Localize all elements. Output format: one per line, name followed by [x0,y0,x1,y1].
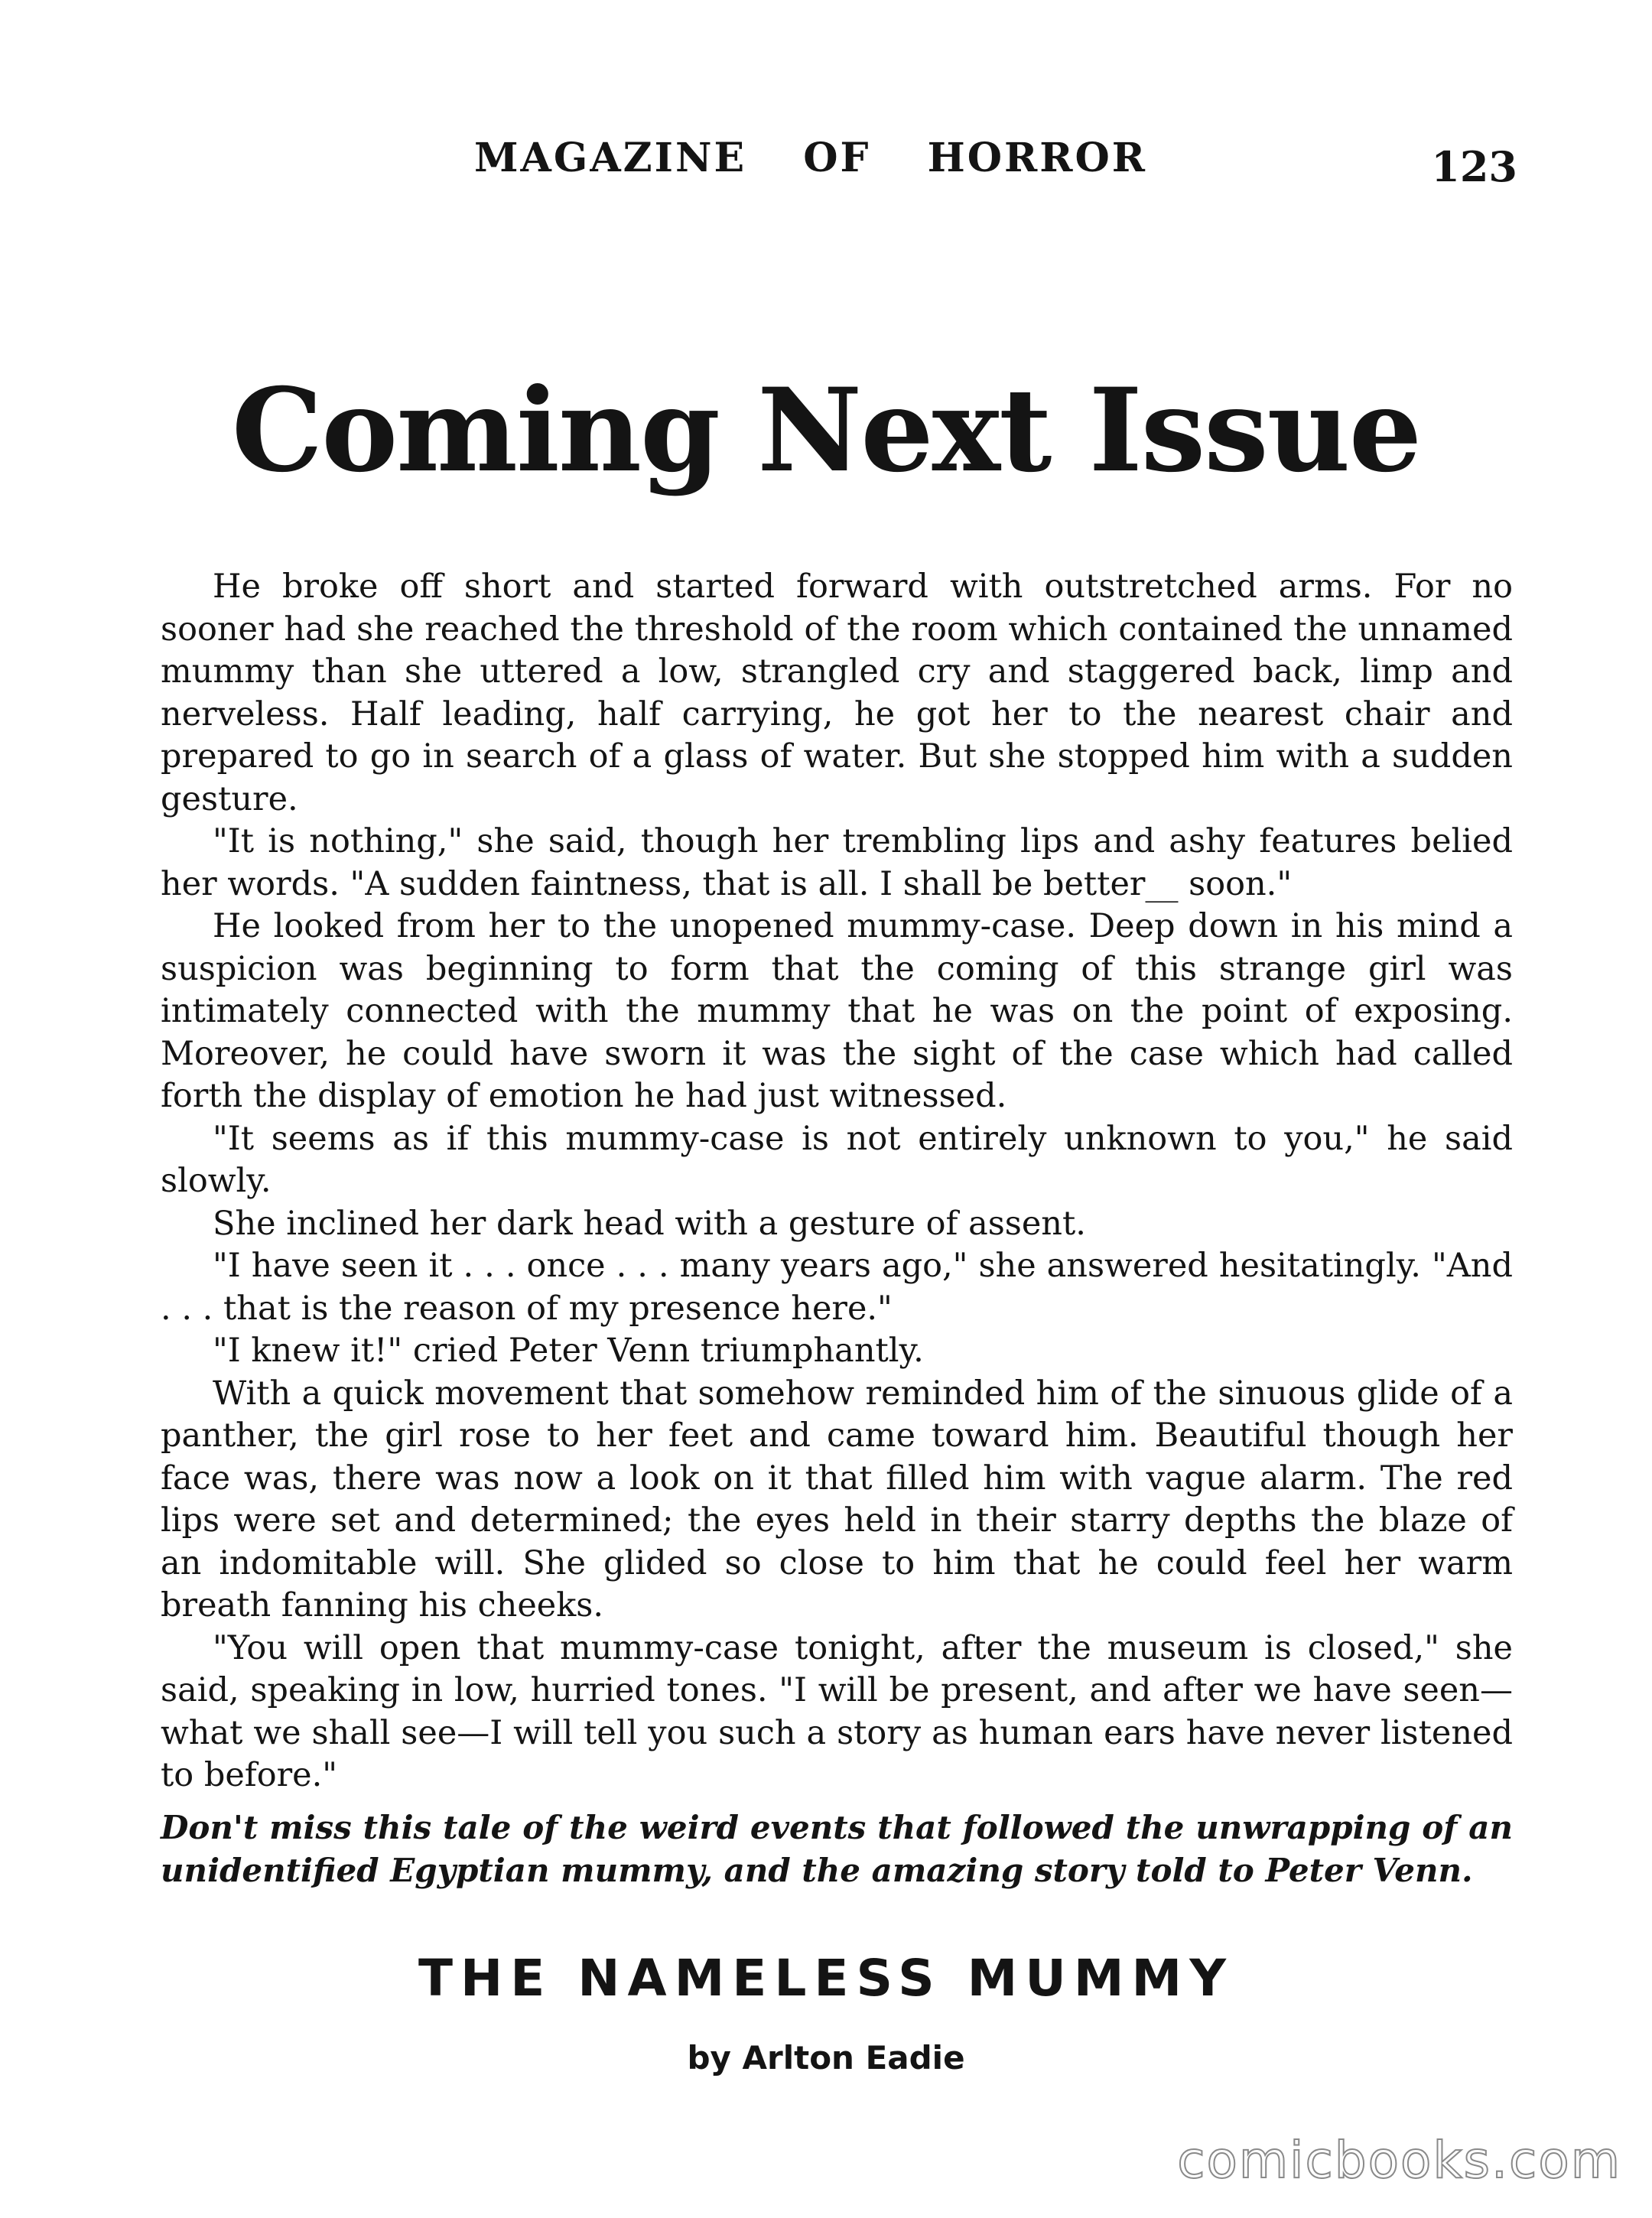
page-title: Coming Next Issue [231,363,1421,498]
running-head-word: MAGAZINE [474,135,747,181]
running-head [474,135,1147,181]
story-title: THE NAMELESS MUMMY [418,1949,1234,2008]
teaser-text: Don't miss this tale of the weird events that followed the unwrapping of an unidentified Egyptian mummy, and the amazing story told to Peter Venn. [161,1809,1513,1889]
excerpt-paragraph: "I have seen it . . . once . . . many years ago," she answered hesitatingly. "And . . . that is the reason of my presence here." [161,1247,1513,1328]
excerpt-paragraph: He looked from her to the unopened mummy-case. Deep down in his mind a suspicion was beginning to form that the coming of this strange girl was intimately connected with the mummy that he was on the point of exposing. Moreover, he could have sworn it was the sight of the case which had called forth the display of emotion he had just witnessed. [161,907,1513,1115]
watermark: comicbooks.com [1177,2131,1621,2190]
excerpt-paragraph: "It is nothing," she said, though her trembling lips and ashy features belied her words. "A sudden faintness, that is all. I shall be better__ soon." [161,822,1513,903]
running-head-word: OF [803,135,871,181]
excerpt-paragraph: "It seems as if this mummy-case is not entirely unknown to you," he said slowly. [161,1119,1513,1200]
excerpt-paragraph: With a quick movement that somehow reminded him of the sinuous glide of a panther, the girl rose to her feet and came toward him. Beautiful though her face was, there was now a look on it that filled him with vague alarm. The red lips were set and determined; the eyes held in their starry depths the blaze of an indomitable will. She glided so close to him that he could feel her warm breath fanning his cheeks. [161,1374,1513,1624]
story-byline: by Arlton Eadie [687,2039,965,2077]
excerpt-paragraph: "I knew it!" cried Peter Venn triumphantly. [213,1332,924,1370]
story-excerpt [161,566,1513,1797]
page-number: 123 [1431,142,1517,191]
excerpt-paragraph: "You will open that mummy-case tonight, after the museum is closed," she said, speaking in low, hurried tones. "I will be present, and after we have seen—what we shall see—I will tell you such a story as human ears have never listened to before." [161,1628,1513,1794]
excerpt-paragraph: She inclined her dark head with a gesture of assent. [213,1204,1086,1243]
excerpt-paragraph: He broke off short and started forward with outstretched arms. For no sooner had she reached the threshold of the room which contained the unnamed mummy than she uttered a low, strangled cry and staggered back, limp and nerveless. Half leading, half carrying, he got her to the nearest chair and prepared to go in search of a glass of water. But she stopped him with a sudden gesture. [161,568,1513,818]
running-head-word: HORROR [927,135,1147,181]
